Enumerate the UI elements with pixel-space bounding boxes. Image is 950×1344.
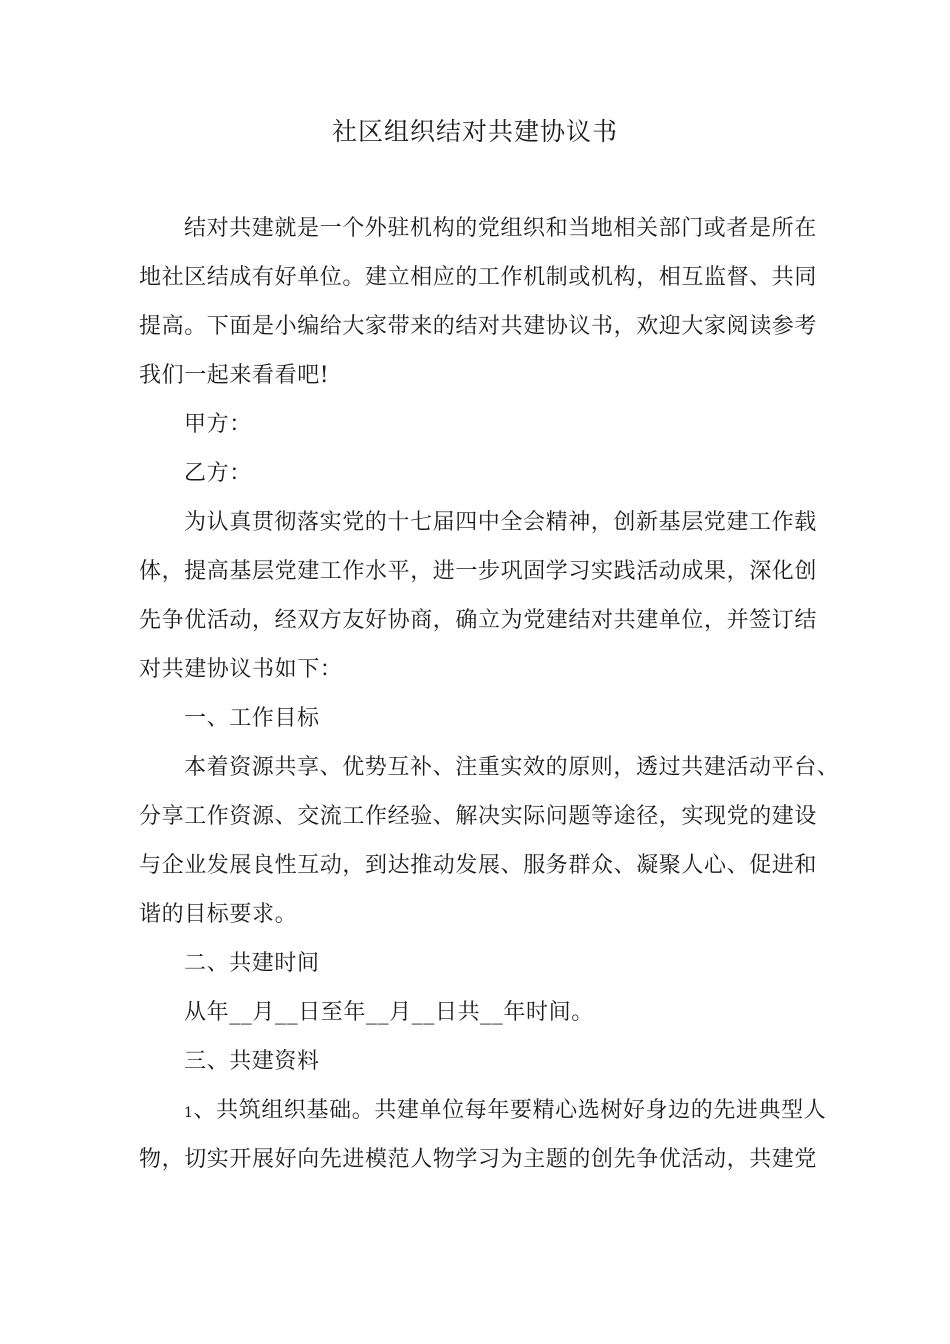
paragraph-line: 提高。下面是小编给大家带来的结对共建协议书，欢迎大家阅读参考 <box>139 314 818 339</box>
paragraph-line: 分享工作资源、交流工作经验、解决实际问题等途径，实现党的建设 <box>139 804 818 829</box>
item-number: 1 <box>184 1105 194 1121</box>
document-body <box>139 206 840 1186</box>
party-a-label: 甲方： <box>184 412 252 437</box>
section-heading: 三、共建资料 <box>184 1049 320 1074</box>
paragraph-line <box>139 1088 827 1137</box>
paragraph-line: 地社区结成有好单位。建立相应的工作机制或机构，相互监督、共同 <box>139 265 818 290</box>
paragraph-line: 我们一起来看看吧! <box>139 363 330 388</box>
document-title: 社区组织结对共建协议书 <box>331 117 618 146</box>
paragraph-line: 体，提高基层党建工作水平，进一步巩固学习实践活动成果，深化创 <box>139 559 818 584</box>
paragraph-line: 对共建协议书如下： <box>139 657 343 682</box>
paragraph-line: 从年__月__日至年__月__日共__年时间。 <box>184 1000 594 1025</box>
paragraph-line: 结对共建就是一个外驻机构的党组织和当地相关部门或者是所在 <box>184 216 817 241</box>
paragraph-line: 本着资源共享、优势互补、注重实效的原则，透过共建活动平台、 <box>184 755 840 780</box>
paragraph-line: 为认真贯彻落实党的十七届四中全会精神，创新基层党建工作载 <box>184 510 817 535</box>
paragraph-line: 谐的目标要求。 <box>139 902 298 927</box>
paragraph-line: 先争优活动，经双方友好协商，确立为党建结对共建单位，并签订结 <box>139 608 818 633</box>
section-heading: 二、共建时间 <box>184 951 320 976</box>
party-b-label: 乙方： <box>184 461 252 486</box>
item-text: 、共筑组织基础。共建单位每年要精心选树好身边的先进典型人 <box>193 1098 827 1123</box>
paragraph-line: 物，切实开展好向先进模范人物学习为主题的创先争优活动，共建党 <box>139 1147 818 1172</box>
paragraph-line: 与企业发展良性互动，到达推动发展、服务群众、凝聚人心、促进和 <box>139 853 818 878</box>
section-heading: 一、工作目标 <box>184 706 320 731</box>
